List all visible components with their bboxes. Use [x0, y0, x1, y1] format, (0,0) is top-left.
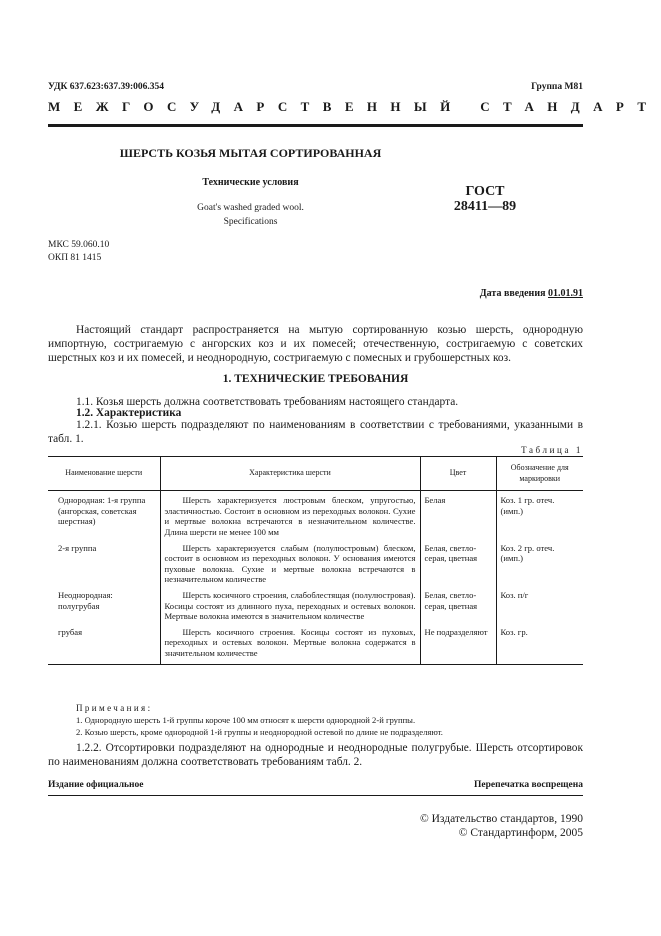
reprint-notice: Перепечатка воспрещена: [473, 780, 583, 790]
standard-banner: МЕЖГОСУДАРСТВЕННЫЙ СТАНДАРТ: [48, 99, 660, 114]
wool-marking: Коз. гр.: [496, 627, 583, 664]
document-title: ШЕРСТЬ КОЗЬЯ МЫТАЯ СОРТИРОВАННАЯ: [119, 146, 382, 160]
wool-name: Однородная: 1-я группа (ангорская, советская шерстная): [58, 495, 146, 527]
group-code: Группа М81: [531, 82, 583, 92]
wool-marking: Коз. 2 гр. отеч. (имп.): [496, 543, 583, 590]
header-marking: Обозначение для маркировки: [496, 457, 583, 491]
banner-rule: [48, 124, 583, 127]
wool-marking: Коз. п/г: [496, 590, 583, 627]
table-row: [48, 491, 583, 543]
table-row: [48, 590, 583, 627]
document-subtitle: Технические условия: [202, 177, 299, 188]
effective-date-label: Дата введения: [479, 288, 546, 299]
note-item: 1. Однородную шерсть 1-й группы короче 100 мм относят к шерсти однородной 2-й группы.: [76, 715, 416, 725]
characteristics-table: [48, 456, 583, 665]
header-color: Цвет: [420, 457, 496, 491]
footer-rule: [48, 795, 583, 796]
notes-title: Примечания:: [76, 703, 153, 713]
wool-color: Белая: [420, 491, 496, 543]
note-item: 2. Козью шерсть, кроме однородной 1-й группы и неоднородной остевой по длине не подразделяют.: [76, 727, 443, 737]
wool-characteristic: Шерсть косичного строения, слабоблестящая (полулюстровая). Косицы состоят из длинного пуха, переходных и остевых волокон. Мертвые волокна имеются в значительном количестве: [160, 590, 420, 627]
okp-code: ОКП 81 1415: [48, 253, 102, 263]
wool-characteristic: Шерсть характеризуется люстровым блеском, упругостью, эластичностью. Состоит в основном из переходных волокон. Сухие и мертвые волокна встречаются в незначительном количестве. Длина шерсти не менее 100 мм: [160, 491, 420, 543]
wool-color: Не подразделяют: [420, 627, 496, 664]
udk-code: УДК 637.623:637.39:006.354: [48, 82, 165, 92]
effective-date: [480, 288, 583, 299]
edition-label: Издание официальное: [48, 780, 144, 790]
effective-date-value: 01.01.91: [548, 288, 583, 299]
copyright-standartinform: © Стандартинформ, 2005: [458, 827, 583, 839]
wool-color: Белая, светло-серая, цветная: [420, 543, 496, 590]
english-specifications: Specifications: [223, 217, 278, 227]
table-row: [48, 543, 583, 590]
wool-color: Белая, светло-серая, цветная: [420, 590, 496, 627]
clause-1-2-2: 1.2.2. Отсортировки подразделяют на однородные и неоднородные полугрубые. Шерсть отсортировок по наименованиям должна соответствовать требованиям табл. 2.: [48, 742, 583, 768]
copyright-publisher: © Издательство стандартов, 1990: [419, 813, 583, 825]
clause-1-2: 1.2. Характеристика: [76, 407, 182, 419]
wool-marking: Коз. 1 гр. отеч. (имп.): [496, 491, 583, 543]
section-1-heading: 1. ТЕХНИЧЕСКИЕ ТРЕБОВАНИЯ: [222, 373, 409, 385]
wool-name: 2-я группа: [58, 542, 97, 553]
header-name: Наименование шерсти: [48, 457, 160, 491]
clause-1-1: 1.1. Козья шерсть должна соответствовать требованиям настоящего стандарта.: [76, 396, 459, 408]
mks-code: МКС 59.060.10: [48, 240, 110, 250]
clause-1-2-1: 1.2.1. Козью шерсть подразделяют по наименованиям в соответствии с требованиями, указанными в табл. 1.: [48, 419, 583, 445]
wool-characteristic: Шерсть косичного строения. Косицы состоят из пуховых, переходных и остевых волокон. Мертвые волокна содержатся в значительном количестве: [160, 627, 420, 664]
wool-name: Неоднородная: полугрубая: [58, 589, 113, 611]
intro-paragraph: Настоящий стандарт распространяется на мытую сортированную козью шерсть, однородную импортную, состригаемую с ангорских коз и их помесей; отечественную, состригаемую с советских шерстных коз и их помесей, и неоднородную, состригаемую с помесных и грубошерстных коз.: [48, 324, 583, 364]
table-header-row: [48, 457, 583, 491]
table-1-caption: Таблица 1: [521, 445, 583, 455]
english-title: Goat's washed graded wool.: [197, 203, 304, 213]
header-characteristic: Характеристика шерсти: [160, 457, 420, 491]
wool-characteristic: Шерсть характеризуется слабым (полулюстровым) блеском, состоит в основном из переходных волокон. У основания имеются пуховые волокна. Сухие и мертвые волокна встречаются в незначительном количестве: [160, 543, 420, 590]
gost-label: ГОСТ: [465, 184, 505, 199]
wool-name: грубая: [48, 627, 160, 664]
table-row: [48, 627, 583, 664]
gost-number: 28411—89: [453, 199, 517, 214]
